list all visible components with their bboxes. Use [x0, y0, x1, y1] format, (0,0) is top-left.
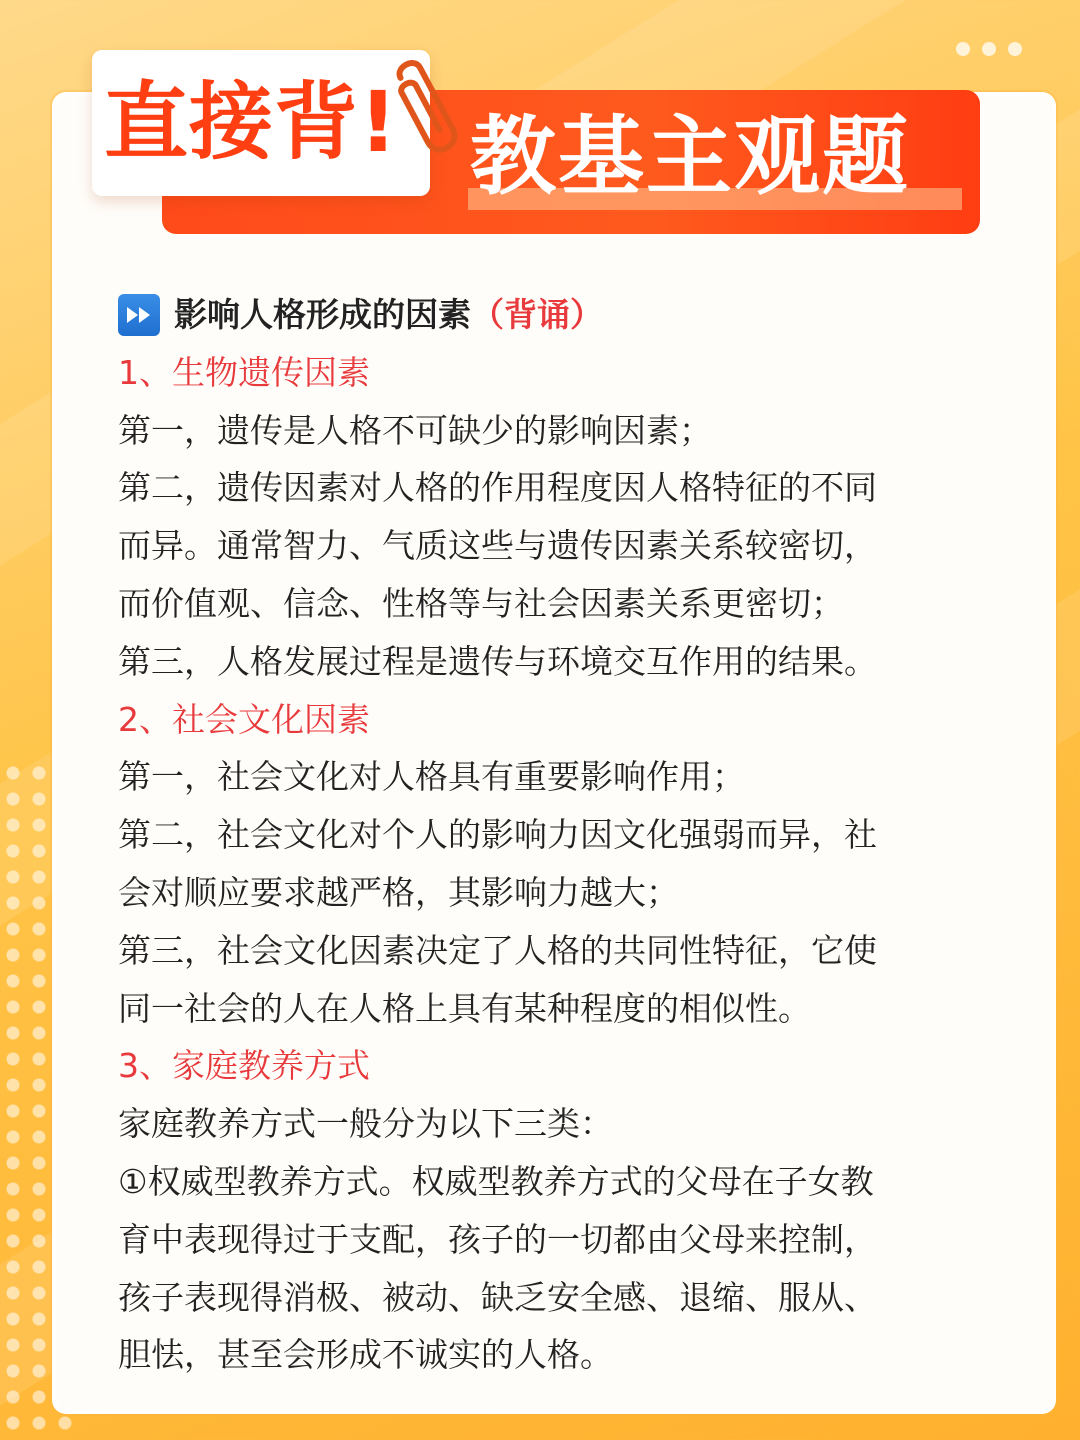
paragraph-line: 孩子表现得消极、被动、缺乏安全感、退缩、服从、 [118, 1277, 877, 1317]
paragraph-line: 第二，社会文化对个人的影响力因文化强弱而异，社 [118, 815, 877, 855]
section-heading-text: 影响人格形成的因素 [174, 295, 471, 334]
subsection-title-1: 1、生物遗传因素 [118, 352, 370, 392]
fast-forward-icon [118, 294, 160, 336]
paragraph-line: 同一社会的人在人格上具有某种程度的相似性。 [118, 988, 811, 1028]
paragraph-line: 而价值观、信念、性格等与社会因素关系更密切； [118, 583, 844, 623]
paragraph-line: 第三，社会文化因素决定了人格的共同性特征，它使 [118, 930, 877, 970]
paragraph-line: ①权威型教养方式。权威型教养方式的父母在子女教 [118, 1161, 874, 1201]
section-heading-note: （背诵） [471, 295, 603, 334]
subsection-title-3: 3、家庭教养方式 [118, 1046, 370, 1086]
paragraph-line: 会对顺应要求越严格，其影响力越大； [118, 872, 679, 912]
paragraph-line: 育中表现得过于支配，孩子的一切都由父母来控制， [118, 1219, 877, 1259]
paragraph-line: 第二，遗传因素对人格的作用程度因人格特征的不同 [118, 468, 877, 508]
section-heading [118, 286, 988, 344]
decorative-dots [956, 42, 1022, 56]
tag-title: 直接背! [104, 73, 399, 171]
banner-title: 教基主观题 [470, 107, 910, 207]
paragraph-line: 第一，社会文化对人格具有重要影响作用； [118, 757, 745, 797]
subsection-title-2: 2、社会文化因素 [118, 699, 370, 739]
paragraph-line: 而异。通常智力、气质这些与遗传因素关系较密切， [118, 526, 877, 566]
paragraph-line: 家庭教养方式一般分为以下三类： [118, 1104, 613, 1144]
paragraph-line: 胆怯，甚至会形成不诚实的人格。 [118, 1335, 613, 1375]
main-content [118, 286, 988, 1384]
paragraph-line: 第三，人格发展过程是遗传与环境交互作用的结果。 [118, 641, 877, 681]
paragraph-line: 第一，遗传是人格不可缺少的影响因素； [118, 410, 712, 450]
paperclip-icon [392, 58, 470, 174]
